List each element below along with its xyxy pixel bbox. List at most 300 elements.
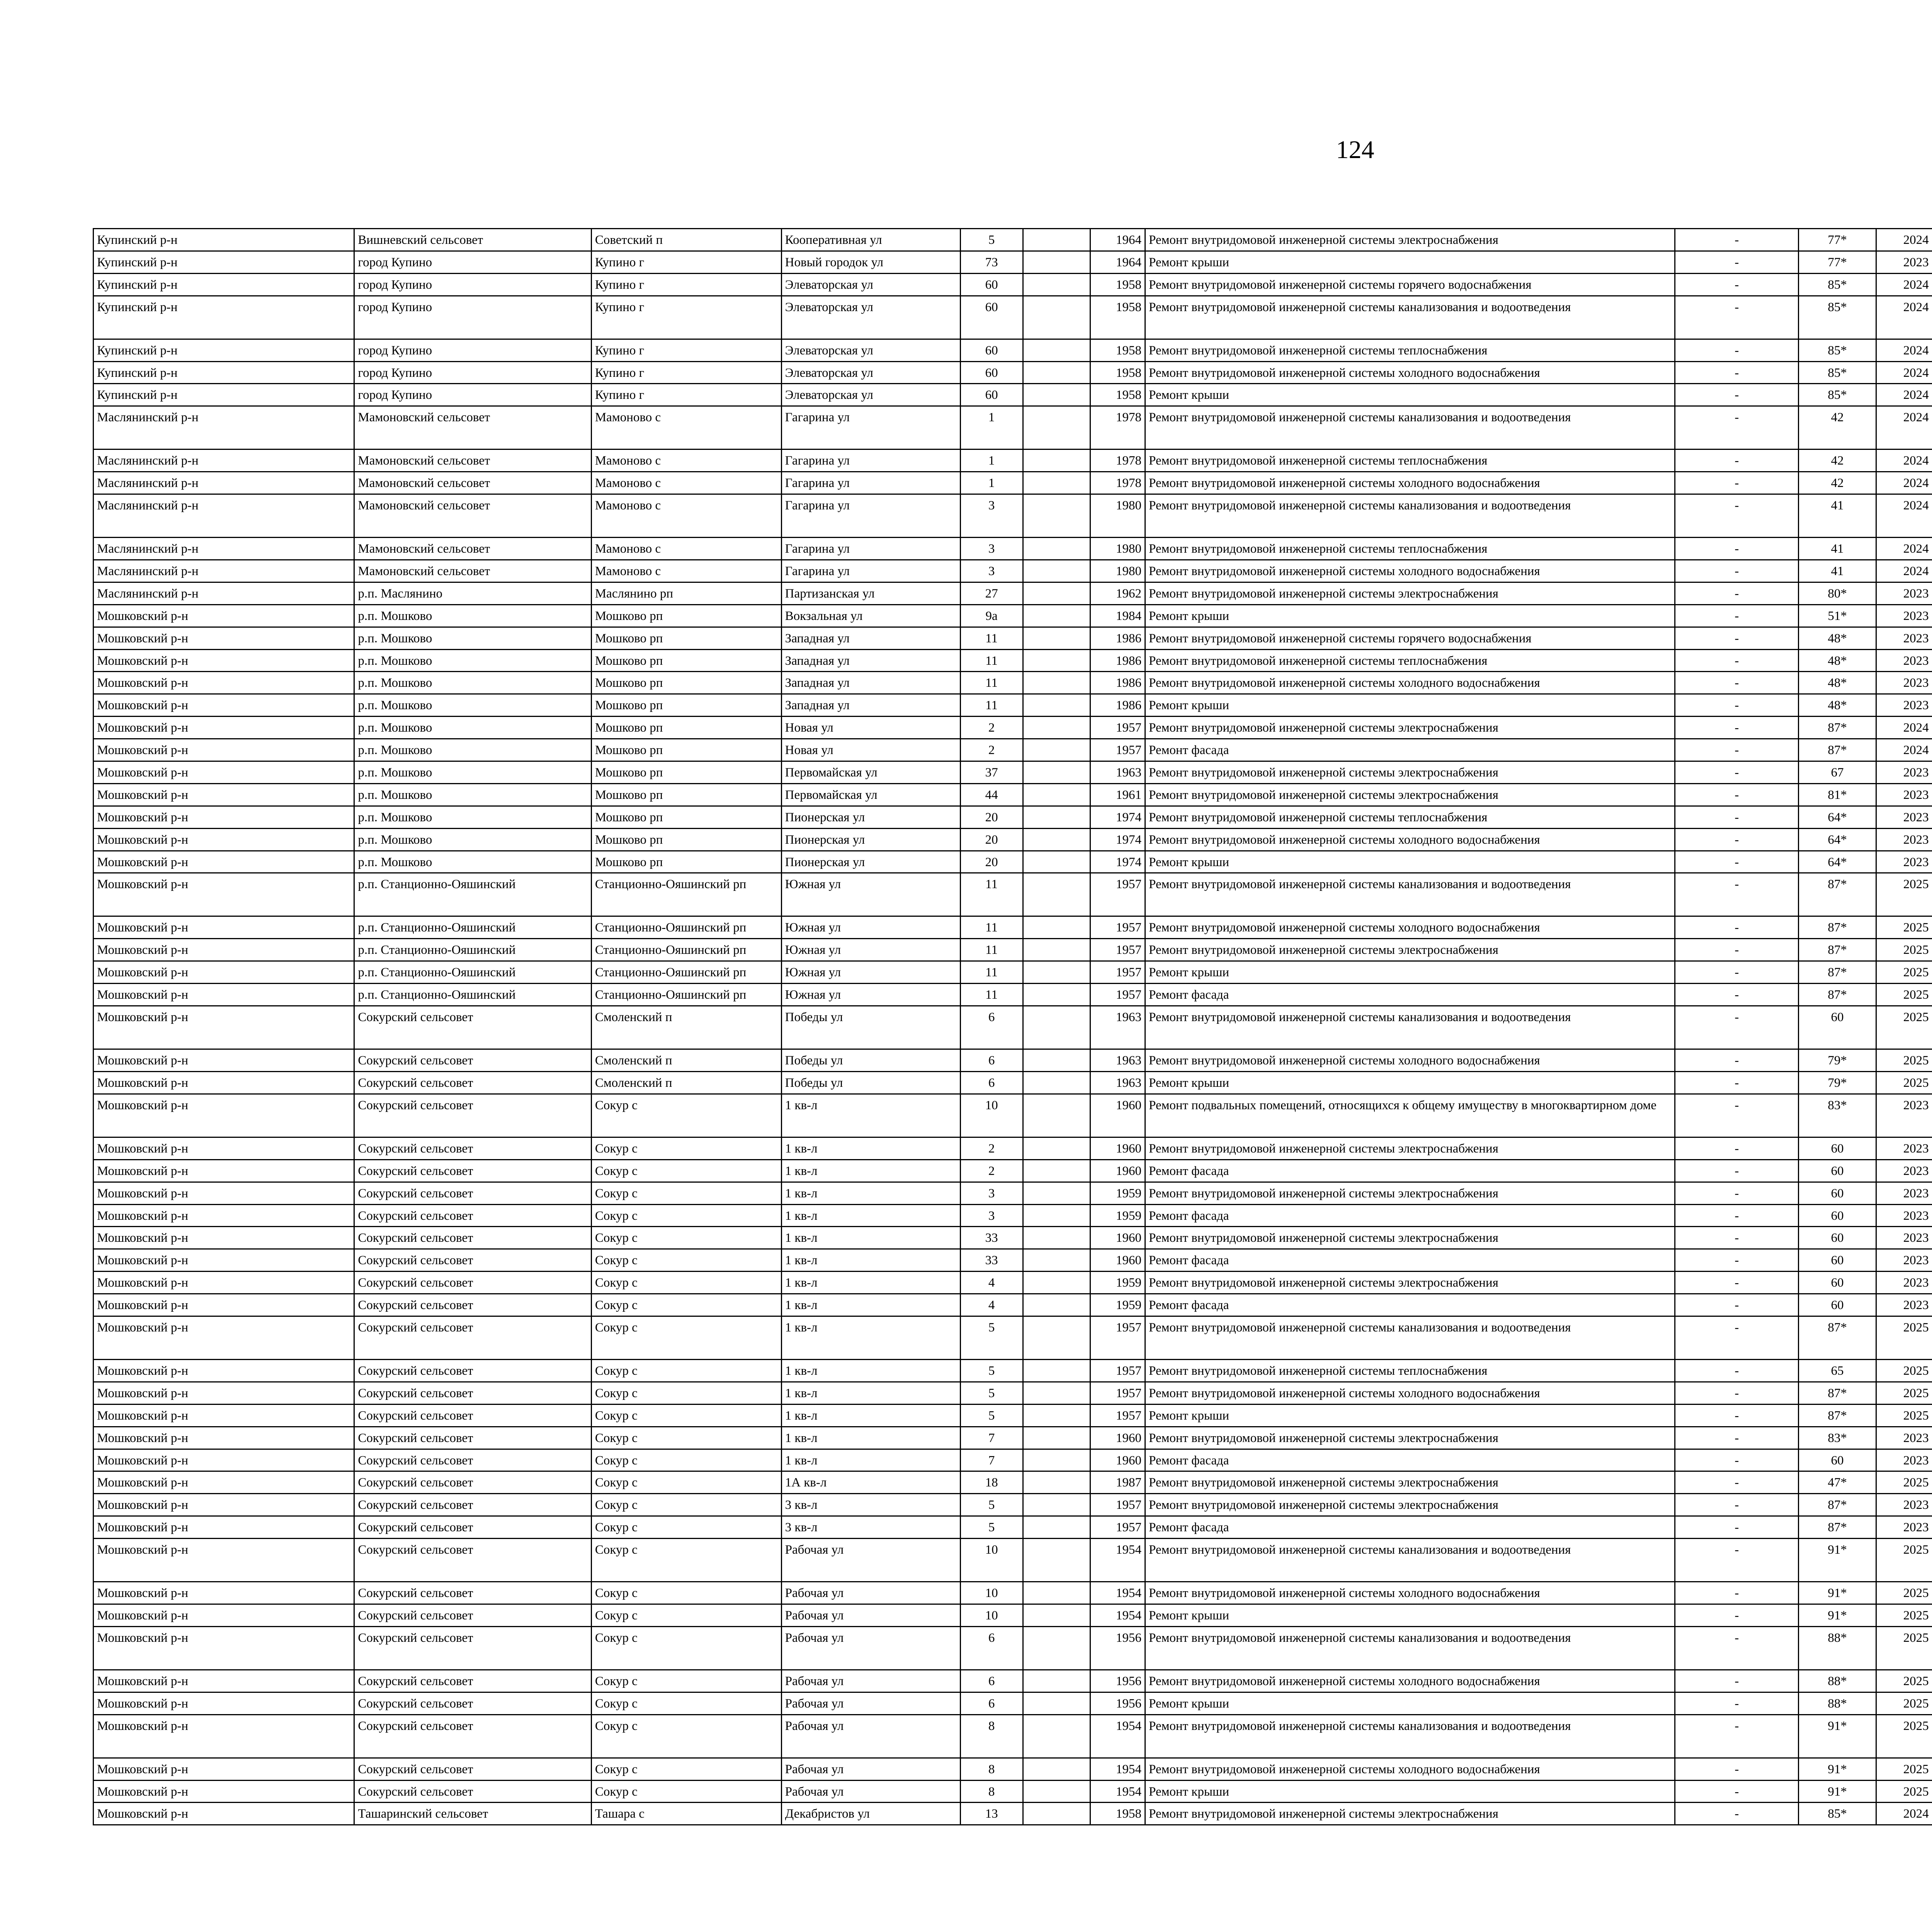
- cell-wear-percent: 41: [1799, 494, 1876, 538]
- cell-building: [1023, 783, 1090, 806]
- cell-house-number: 7: [960, 1449, 1023, 1471]
- cell-building: [1023, 1494, 1090, 1516]
- table-row: [94, 1494, 1932, 1516]
- cell-building: [1023, 627, 1090, 649]
- cell-municipality: р.п. Мошково: [354, 717, 591, 739]
- cell-settlement: Сокур с: [591, 1539, 781, 1582]
- cell-house-number: 11: [960, 961, 1023, 984]
- cell-street: Первомайская ул: [781, 761, 960, 784]
- table-row: [94, 672, 1932, 694]
- cell-municipality: р.п. Мошково: [354, 851, 591, 873]
- cell-municipality: Мамоновский сельсовет: [354, 449, 591, 472]
- cell-col-dash: -: [1675, 761, 1799, 784]
- cell-municipality: город Купино: [354, 339, 591, 361]
- table-row: [94, 1316, 1932, 1359]
- cell-work-type: Ремонт внутридомовой инженерной системы канализования и водоотведения: [1145, 1626, 1675, 1670]
- cell-year-built: 1962: [1090, 582, 1145, 604]
- cell-house-number: 5: [960, 1359, 1023, 1382]
- cell-year-built: 1956: [1090, 1626, 1145, 1670]
- table-row: [94, 1227, 1932, 1249]
- cell-house-number: 10: [960, 1582, 1023, 1604]
- table-row: [94, 1294, 1932, 1316]
- cell-col-dash: -: [1675, 828, 1799, 851]
- cell-wear-percent: 87*: [1799, 717, 1876, 739]
- cell-district: Мошковский р-н: [94, 1294, 354, 1316]
- cell-building: [1023, 1359, 1090, 1382]
- cell-wear-percent: 88*: [1799, 1670, 1876, 1692]
- cell-settlement: Станционно-Ояшинский рп: [591, 873, 781, 916]
- cell-year-start: 2023: [1876, 1249, 1932, 1272]
- table-row: [94, 1137, 1932, 1159]
- cell-year-built: 1958: [1090, 361, 1145, 384]
- cell-year-start: 2024: [1876, 739, 1932, 761]
- cell-work-type: Ремонт внутридомовой инженерной системы теплоснабжения: [1145, 649, 1675, 672]
- cell-work-type: Ремонт внутридомовой инженерной системы электроснабжения: [1145, 229, 1675, 251]
- cell-wear-percent: 88*: [1799, 1692, 1876, 1714]
- cell-year-start: 2025: [1876, 1626, 1932, 1670]
- cell-wear-percent: 87*: [1799, 916, 1876, 939]
- cell-municipality: Сокурский сельсовет: [354, 1404, 591, 1427]
- cell-municipality: Сокурский сельсовет: [354, 1692, 591, 1714]
- cell-building: [1023, 1604, 1090, 1626]
- cell-year-built: 1958: [1090, 384, 1145, 406]
- cell-wear-percent: 87*: [1799, 1494, 1876, 1516]
- cell-work-type: Ремонт внутридомовой инженерной системы электроснабжения: [1145, 1137, 1675, 1159]
- cell-district: Мошковский р-н: [94, 806, 354, 828]
- cell-settlement: Советский п: [591, 229, 781, 251]
- cell-year-built: 1954: [1090, 1582, 1145, 1604]
- cell-year-built: 1958: [1090, 296, 1145, 339]
- cell-district: Мошковский р-н: [94, 1272, 354, 1294]
- table-row: [94, 806, 1932, 828]
- cell-building: [1023, 1670, 1090, 1692]
- cell-house-number: 11: [960, 694, 1023, 717]
- cell-year-start: 2023: [1876, 1159, 1932, 1182]
- cell-col-dash: -: [1675, 806, 1799, 828]
- cell-work-type: Ремонт внутридомовой инженерной системы горячего водоснабжения: [1145, 273, 1675, 296]
- cell-street: Новая ул: [781, 739, 960, 761]
- cell-settlement: Сокур с: [591, 1714, 781, 1758]
- cell-municipality: р.п. Станционно-Ояшинский: [354, 939, 591, 961]
- cell-building: [1023, 1006, 1090, 1049]
- cell-year-built: 1954: [1090, 1604, 1145, 1626]
- cell-work-type: Ремонт внутридомовой инженерной системы канализования и водоотведения: [1145, 1316, 1675, 1359]
- cell-year-built: 1957: [1090, 984, 1145, 1006]
- cell-wear-percent: 91*: [1799, 1780, 1876, 1803]
- cell-year-start: 2025: [1876, 916, 1932, 939]
- cell-settlement: Мошково рп: [591, 783, 781, 806]
- cell-building: [1023, 1758, 1090, 1780]
- table-row: [94, 1204, 1932, 1227]
- cell-street: Гагарина ул: [781, 472, 960, 494]
- cell-building: [1023, 296, 1090, 339]
- cell-building: [1023, 1316, 1090, 1359]
- cell-year-start: 2024: [1876, 296, 1932, 339]
- cell-building: [1023, 1714, 1090, 1758]
- cell-district: Мошковский р-н: [94, 1539, 354, 1582]
- cell-work-type: Ремонт внутридомовой инженерной системы электроснабжения: [1145, 1182, 1675, 1204]
- cell-house-number: 3: [960, 1182, 1023, 1204]
- cell-municipality: Сокурский сельсовет: [354, 1494, 591, 1516]
- cell-col-dash: -: [1675, 1071, 1799, 1094]
- cell-district: Мошковский р-н: [94, 672, 354, 694]
- cell-settlement: Сокур с: [591, 1471, 781, 1494]
- cell-wear-percent: 60: [1799, 1449, 1876, 1471]
- cell-work-type: Ремонт крыши: [1145, 851, 1675, 873]
- cell-building: [1023, 1049, 1090, 1072]
- cell-work-type: Ремонт внутридомовой инженерной системы холодного водоснабжения: [1145, 672, 1675, 694]
- cell-year-built: 1957: [1090, 1316, 1145, 1359]
- cell-street: Гагарина ул: [781, 406, 960, 449]
- cell-district: Маслянинский р-н: [94, 582, 354, 604]
- cell-district: Мошковский р-н: [94, 873, 354, 916]
- cell-street: 3 кв-л: [781, 1494, 960, 1516]
- cell-street: Новая ул: [781, 717, 960, 739]
- cell-wear-percent: 64*: [1799, 828, 1876, 851]
- cell-municipality: Сокурский сельсовет: [354, 1227, 591, 1249]
- cell-street: Рабочая ул: [781, 1670, 960, 1692]
- cell-col-dash: -: [1675, 1714, 1799, 1758]
- cell-wear-percent: 79*: [1799, 1071, 1876, 1094]
- cell-wear-percent: 77*: [1799, 229, 1876, 251]
- cell-work-type: Ремонт внутридомовой инженерной системы холодного водоснабжения: [1145, 1382, 1675, 1404]
- cell-year-start: 2024: [1876, 717, 1932, 739]
- cell-municipality: Мамоновский сельсовет: [354, 406, 591, 449]
- cell-wear-percent: 87*: [1799, 961, 1876, 984]
- cell-wear-percent: 80*: [1799, 582, 1876, 604]
- cell-house-number: 11: [960, 984, 1023, 1006]
- cell-year-built: 1960: [1090, 1249, 1145, 1272]
- cell-col-dash: -: [1675, 1204, 1799, 1227]
- cell-work-type: Ремонт внутридомовой инженерной системы канализования и водоотведения: [1145, 873, 1675, 916]
- cell-work-type: Ремонт внутридомовой инженерной системы электроснабжения: [1145, 1427, 1675, 1449]
- table-row: [94, 1049, 1932, 1072]
- cell-work-type: Ремонт внутридомовой инженерной системы горячего водоснабжения: [1145, 627, 1675, 649]
- page-number: 124: [1336, 136, 1374, 164]
- cell-settlement: Сокур с: [591, 1692, 781, 1714]
- cell-municipality: р.п. Станционно-Ояшинский: [354, 984, 591, 1006]
- cell-year-start: 2023: [1876, 1137, 1932, 1159]
- cell-district: Мошковский р-н: [94, 1006, 354, 1049]
- table-row: [94, 1758, 1932, 1780]
- cell-year-start: 2025: [1876, 873, 1932, 916]
- cell-settlement: Купино г: [591, 251, 781, 273]
- cell-district: Мошковский р-н: [94, 1758, 354, 1780]
- cell-col-dash: -: [1675, 384, 1799, 406]
- cell-house-number: 60: [960, 384, 1023, 406]
- cell-street: 1 кв-л: [781, 1227, 960, 1249]
- cell-settlement: Сокур с: [591, 1516, 781, 1539]
- cell-col-dash: -: [1675, 1471, 1799, 1494]
- cell-municipality: Мамоновский сельсовет: [354, 494, 591, 538]
- cell-municipality: Сокурский сельсовет: [354, 1071, 591, 1094]
- cell-building: [1023, 939, 1090, 961]
- cell-year-built: 1957: [1090, 717, 1145, 739]
- cell-work-type: Ремонт внутридомовой инженерной системы электроснабжения: [1145, 761, 1675, 784]
- cell-house-number: 1: [960, 472, 1023, 494]
- cell-municipality: р.п. Станционно-Ояшинский: [354, 873, 591, 916]
- cell-building: [1023, 1427, 1090, 1449]
- cell-col-dash: -: [1675, 717, 1799, 739]
- cell-work-type: Ремонт внутридомовой инженерной системы теплоснабжения: [1145, 806, 1675, 828]
- table-row: [94, 1006, 1932, 1049]
- cell-building: [1023, 1159, 1090, 1182]
- cell-district: Мошковский р-н: [94, 1427, 354, 1449]
- cell-col-dash: -: [1675, 406, 1799, 449]
- cell-wear-percent: 91*: [1799, 1539, 1876, 1582]
- cell-building: [1023, 1227, 1090, 1249]
- cell-work-type: Ремонт внутридомовой инженерной системы электроснабжения: [1145, 1272, 1675, 1294]
- cell-district: Мошковский р-н: [94, 1803, 354, 1825]
- cell-municipality: Мамоновский сельсовет: [354, 472, 591, 494]
- cell-work-type: Ремонт крыши: [1145, 1692, 1675, 1714]
- cell-municipality: Сокурский сельсовет: [354, 1516, 591, 1539]
- cell-street: 1 кв-л: [781, 1204, 960, 1227]
- table-row: [94, 604, 1932, 627]
- cell-col-dash: -: [1675, 783, 1799, 806]
- cell-col-dash: -: [1675, 1670, 1799, 1692]
- cell-building: [1023, 1182, 1090, 1204]
- cell-year-built: 1964: [1090, 251, 1145, 273]
- cell-house-number: 73: [960, 251, 1023, 273]
- cell-district: Мошковский р-н: [94, 1692, 354, 1714]
- table-row: [94, 1094, 1932, 1137]
- cell-house-number: 6: [960, 1071, 1023, 1094]
- cell-house-number: 6: [960, 1049, 1023, 1072]
- cell-wear-percent: 85*: [1799, 273, 1876, 296]
- cell-district: Мошковский р-н: [94, 984, 354, 1006]
- cell-house-number: 3: [960, 538, 1023, 560]
- cell-work-type: Ремонт внутридомовой инженерной системы электроснабжения: [1145, 1494, 1675, 1516]
- cell-year-built: 1956: [1090, 1670, 1145, 1692]
- cell-house-number: 33: [960, 1249, 1023, 1272]
- cell-year-start: 2024: [1876, 494, 1932, 538]
- cell-house-number: 2: [960, 1137, 1023, 1159]
- cell-col-dash: -: [1675, 1249, 1799, 1272]
- cell-house-number: 6: [960, 1670, 1023, 1692]
- table-row: [94, 1249, 1932, 1272]
- cell-year-built: 1986: [1090, 649, 1145, 672]
- cell-work-type: Ремонт фасада: [1145, 1516, 1675, 1539]
- cell-house-number: 5: [960, 1382, 1023, 1404]
- table-row: [94, 1071, 1932, 1094]
- cell-year-start: 2025: [1876, 1714, 1932, 1758]
- cell-work-type: Ремонт внутридомовой инженерной системы канализования и водоотведения: [1145, 1714, 1675, 1758]
- cell-district: Маслянинский р-н: [94, 560, 354, 582]
- cell-year-start: 2025: [1876, 984, 1932, 1006]
- cell-year-built: 1957: [1090, 1382, 1145, 1404]
- cell-wear-percent: 87*: [1799, 984, 1876, 1006]
- cell-district: Мошковский р-н: [94, 1316, 354, 1359]
- cell-work-type: Ремонт внутридомовой инженерной системы электроснабжения: [1145, 939, 1675, 961]
- cell-settlement: Мошково рп: [591, 851, 781, 873]
- cell-municipality: р.п. Мошково: [354, 783, 591, 806]
- cell-col-dash: -: [1675, 339, 1799, 361]
- cell-settlement: Станционно-Ояшинский рп: [591, 939, 781, 961]
- cell-building: [1023, 384, 1090, 406]
- cell-wear-percent: 64*: [1799, 806, 1876, 828]
- cell-year-start: 2025: [1876, 1316, 1932, 1359]
- cell-street: 1 кв-л: [781, 1182, 960, 1204]
- cell-house-number: 20: [960, 828, 1023, 851]
- cell-house-number: 11: [960, 672, 1023, 694]
- cell-year-start: 2025: [1876, 1049, 1932, 1072]
- cell-wear-percent: 48*: [1799, 694, 1876, 717]
- cell-col-dash: -: [1675, 1359, 1799, 1382]
- cell-district: Мошковский р-н: [94, 1159, 354, 1182]
- table-row: [94, 939, 1932, 961]
- cell-col-dash: -: [1675, 1604, 1799, 1626]
- cell-wear-percent: 51*: [1799, 604, 1876, 627]
- table-row: [94, 1382, 1932, 1404]
- table-row: [94, 449, 1932, 472]
- cell-col-dash: -: [1675, 560, 1799, 582]
- cell-work-type: Ремонт крыши: [1145, 694, 1675, 717]
- cell-street: Рабочая ул: [781, 1692, 960, 1714]
- cell-wear-percent: 87*: [1799, 939, 1876, 961]
- table-row: [94, 828, 1932, 851]
- cell-district: Мошковский р-н: [94, 1449, 354, 1471]
- cell-year-start: 2023: [1876, 783, 1932, 806]
- table-row: [94, 916, 1932, 939]
- cell-year-start: 2023: [1876, 1094, 1932, 1137]
- cell-col-dash: -: [1675, 1626, 1799, 1670]
- cell-wear-percent: 60: [1799, 1227, 1876, 1249]
- cell-municipality: р.п. Мошково: [354, 604, 591, 627]
- cell-col-dash: -: [1675, 1582, 1799, 1604]
- table-row: [94, 1272, 1932, 1294]
- cell-district: Мошковский р-н: [94, 1137, 354, 1159]
- cell-settlement: Мошково рп: [591, 806, 781, 828]
- cell-wear-percent: 60: [1799, 1137, 1876, 1159]
- cell-municipality: р.п. Мошково: [354, 828, 591, 851]
- cell-year-start: 2023: [1876, 1427, 1932, 1449]
- cell-municipality: р.п. Мошково: [354, 627, 591, 649]
- repair-register-table: [93, 228, 1932, 1825]
- cell-district: Купинский р-н: [94, 361, 354, 384]
- table-row: [94, 984, 1932, 1006]
- table-row: [94, 627, 1932, 649]
- cell-district: Мошковский р-н: [94, 694, 354, 717]
- cell-year-built: 1980: [1090, 560, 1145, 582]
- cell-wear-percent: 60: [1799, 1006, 1876, 1049]
- cell-district: Купинский р-н: [94, 273, 354, 296]
- cell-street: 3 кв-л: [781, 1516, 960, 1539]
- cell-street: Гагарина ул: [781, 560, 960, 582]
- cell-year-built: 1957: [1090, 1359, 1145, 1382]
- cell-work-type: Ремонт внутридомовой инженерной системы электроснабжения: [1145, 783, 1675, 806]
- cell-municipality: Сокурский сельсовет: [354, 1449, 591, 1471]
- cell-settlement: Станционно-Ояшинский рп: [591, 961, 781, 984]
- cell-building: [1023, 1137, 1090, 1159]
- table-row: [94, 472, 1932, 494]
- cell-year-built: 1974: [1090, 828, 1145, 851]
- cell-work-type: Ремонт внутридомовой инженерной системы теплоснабжения: [1145, 339, 1675, 361]
- cell-year-start: 2023: [1876, 851, 1932, 873]
- cell-building: [1023, 739, 1090, 761]
- cell-wear-percent: 87*: [1799, 1404, 1876, 1427]
- cell-work-type: Ремонт крыши: [1145, 384, 1675, 406]
- cell-year-start: 2023: [1876, 694, 1932, 717]
- cell-settlement: Сокур с: [591, 1272, 781, 1294]
- cell-district: Мошковский р-н: [94, 1582, 354, 1604]
- cell-wear-percent: 85*: [1799, 384, 1876, 406]
- cell-year-built: 1960: [1090, 1449, 1145, 1471]
- cell-street: Гагарина ул: [781, 494, 960, 538]
- cell-district: Мошковский р-н: [94, 717, 354, 739]
- cell-district: Маслянинский р-н: [94, 406, 354, 449]
- cell-wear-percent: 88*: [1799, 1626, 1876, 1670]
- cell-year-built: 1957: [1090, 873, 1145, 916]
- cell-house-number: 2: [960, 717, 1023, 739]
- cell-col-dash: -: [1675, 1780, 1799, 1803]
- cell-work-type: Ремонт фасада: [1145, 1294, 1675, 1316]
- cell-col-dash: -: [1675, 1427, 1799, 1449]
- cell-wear-percent: 91*: [1799, 1758, 1876, 1780]
- cell-street: Южная ул: [781, 916, 960, 939]
- cell-year-built: 1986: [1090, 627, 1145, 649]
- cell-street: Рабочая ул: [781, 1714, 960, 1758]
- cell-wear-percent: 87*: [1799, 1382, 1876, 1404]
- cell-district: Мошковский р-н: [94, 627, 354, 649]
- cell-building: [1023, 604, 1090, 627]
- table-row: [94, 1714, 1932, 1758]
- cell-settlement: Мамоново с: [591, 538, 781, 560]
- cell-col-dash: -: [1675, 494, 1799, 538]
- cell-settlement: Смоленский п: [591, 1049, 781, 1072]
- cell-street: Элеваторская ул: [781, 273, 960, 296]
- cell-street: 1 кв-л: [781, 1294, 960, 1316]
- cell-wear-percent: 87*: [1799, 1316, 1876, 1359]
- table-row: [94, 1427, 1932, 1449]
- cell-district: Мошковский р-н: [94, 1204, 354, 1227]
- cell-settlement: Сокур с: [591, 1604, 781, 1626]
- table-row: [94, 873, 1932, 916]
- cell-year-start: 2024: [1876, 538, 1932, 560]
- cell-house-number: 3: [960, 560, 1023, 582]
- cell-col-dash: -: [1675, 296, 1799, 339]
- cell-year-start: 2023: [1876, 1182, 1932, 1204]
- cell-district: Мошковский р-н: [94, 1049, 354, 1072]
- cell-year-start: 2023: [1876, 806, 1932, 828]
- cell-year-start: 2023: [1876, 582, 1932, 604]
- cell-building: [1023, 560, 1090, 582]
- cell-settlement: Купино г: [591, 384, 781, 406]
- cell-building: [1023, 251, 1090, 273]
- table-row: [94, 1582, 1932, 1604]
- table-row: [94, 384, 1932, 406]
- cell-col-dash: -: [1675, 672, 1799, 694]
- cell-street: Западная ул: [781, 672, 960, 694]
- cell-work-type: Ремонт фасада: [1145, 984, 1675, 1006]
- cell-wear-percent: 91*: [1799, 1714, 1876, 1758]
- cell-year-start: 2025: [1876, 1071, 1932, 1094]
- cell-settlement: Купино г: [591, 339, 781, 361]
- cell-street: Южная ул: [781, 961, 960, 984]
- cell-wear-percent: 83*: [1799, 1427, 1876, 1449]
- cell-col-dash: -: [1675, 361, 1799, 384]
- table-row: [94, 1604, 1932, 1626]
- cell-house-number: 6: [960, 1692, 1023, 1714]
- cell-wear-percent: 60: [1799, 1204, 1876, 1227]
- cell-building: [1023, 582, 1090, 604]
- cell-house-number: 5: [960, 229, 1023, 251]
- cell-house-number: 4: [960, 1272, 1023, 1294]
- cell-street: Рабочая ул: [781, 1582, 960, 1604]
- cell-street: Западная ул: [781, 627, 960, 649]
- cell-street: Пионерская ул: [781, 851, 960, 873]
- cell-street: Кооперативная ул: [781, 229, 960, 251]
